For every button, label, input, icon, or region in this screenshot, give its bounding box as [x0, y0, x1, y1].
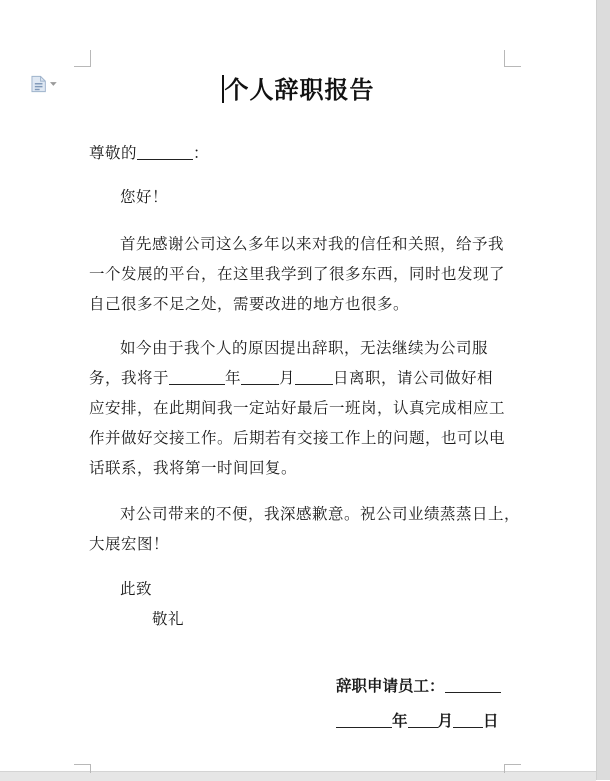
- margin-corner-bottom-right: [504, 764, 521, 773]
- signature-label: 辞职申请员工：: [336, 677, 445, 695]
- closing-2[interactable]: [152, 604, 352, 634]
- salutation-suffix: ：: [193, 144, 210, 162]
- sign-day-blank[interactable]: [453, 711, 483, 728]
- right-scroll-area[interactable]: [596, 0, 610, 780]
- paragraph-2-text: 日离职，请公司做好相: [333, 369, 494, 387]
- paragraph-2-text: 务，我将于: [89, 369, 170, 387]
- paragraph-3[interactable]: [89, 499, 521, 559]
- sign-month-blank[interactable]: [408, 711, 438, 728]
- paragraph-2-line: 如今由于我个人的原因提出辞职，无法继续为公司服: [120, 339, 489, 357]
- signature-blank[interactable]: [445, 676, 501, 693]
- paragraph-2-line: 话联系，我将第一时间回复。: [89, 459, 298, 477]
- margin-corner-bottom-left: [74, 764, 91, 773]
- paragraph-1-line: 自己很多不足之处，需要改进的地方也很多。: [89, 295, 410, 313]
- paragraph-1-line: 首先感谢公司这么多年以来对我的信任和关照，给予我: [120, 235, 505, 253]
- paragraph-1-line: 一个发展的平台，在这里我学到了很多东西，同时也发现了: [89, 265, 506, 283]
- signature-line[interactable]: [336, 674, 501, 696]
- salutation-prefix: 尊敬的: [89, 144, 138, 162]
- leave-month-blank[interactable]: [241, 368, 279, 385]
- year-label: 年: [225, 369, 242, 387]
- leave-day-blank[interactable]: [295, 368, 333, 385]
- leave-year-blank[interactable]: [169, 368, 225, 385]
- paragraph-2[interactable]: [89, 333, 509, 483]
- sign-year-label: 年: [392, 712, 408, 730]
- sign-year-blank[interactable]: [336, 711, 392, 728]
- margin-corner-top-left: [74, 50, 91, 67]
- sign-month-label: 月: [437, 712, 454, 730]
- greeting[interactable]: [89, 182, 509, 212]
- paragraph-2-line: 应安排，在此期间我一定站好最后一班岗，认真完成相应工: [89, 399, 506, 417]
- closing-1-text: 此致: [120, 580, 153, 598]
- closing-1[interactable]: [89, 574, 509, 604]
- paragraph-3-line: 大展宏图！: [89, 535, 170, 553]
- document-title[interactable]: [0, 70, 596, 105]
- paragraph-3-line: 对公司带来的不便，我深感歉意。祝公司业绩蒸蒸日上，: [120, 505, 521, 523]
- text-cursor: [222, 75, 224, 103]
- sign-day-label: 日: [483, 712, 499, 730]
- paragraph-1[interactable]: [89, 229, 509, 319]
- recipient-blank[interactable]: [137, 143, 193, 160]
- title-text: 个人辞职报告: [224, 75, 375, 104]
- month-label: 月: [279, 369, 296, 387]
- greeting-text: 您好！: [120, 188, 169, 206]
- salutation[interactable]: [89, 138, 509, 168]
- closing-2-text: 敬礼: [152, 610, 185, 628]
- margin-corner-top-right: [504, 50, 521, 67]
- signature-date[interactable]: [336, 709, 499, 731]
- paragraph-2-line: 作并做好交接工作。后期若有交接工作上的问题，也可以电: [89, 429, 506, 447]
